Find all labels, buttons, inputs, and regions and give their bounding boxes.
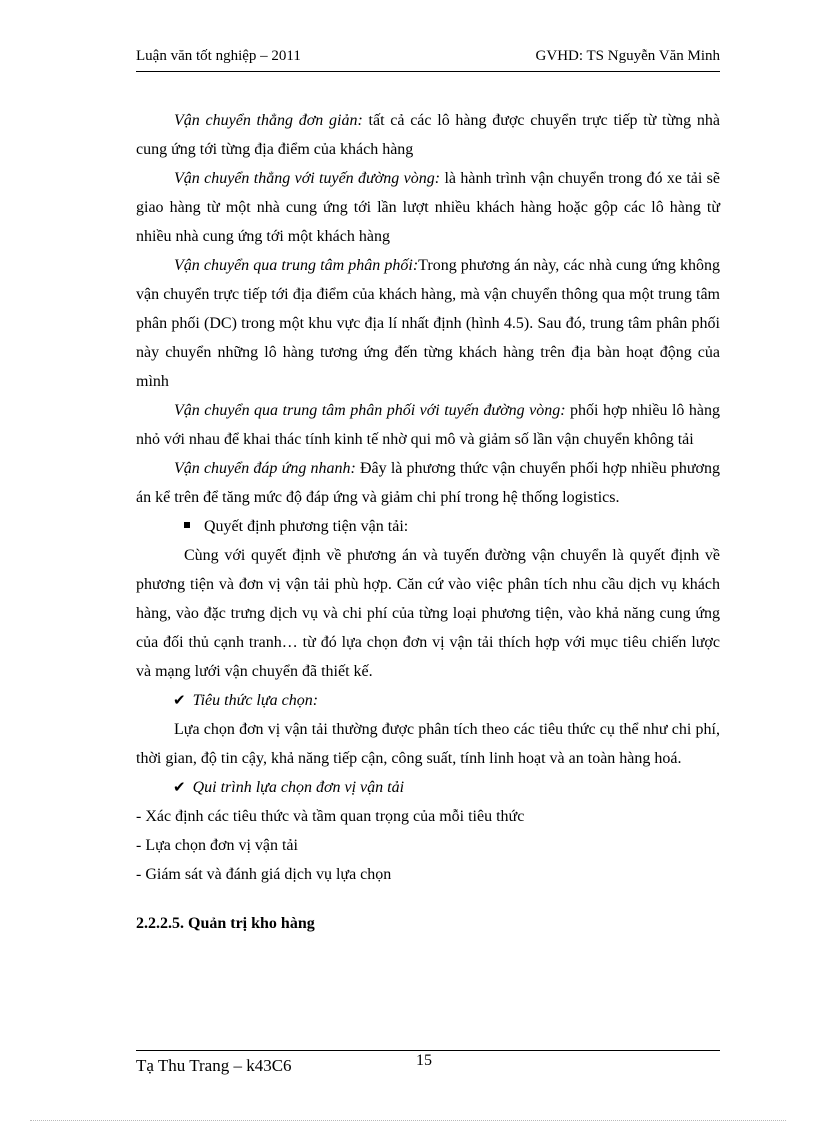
paragraph-dc-milk-run — [136, 396, 720, 454]
bullet-item — [136, 512, 720, 541]
paragraph-milk-run — [136, 164, 720, 251]
page-header — [136, 48, 720, 70]
paragraph-quick-response — [136, 454, 720, 512]
footer-divider — [136, 1050, 720, 1051]
section-heading: 2.2.2.5. Quản trị kho hàng — [136, 915, 315, 932]
square-bullet-icon — [184, 522, 190, 528]
header-supervisor: GVHD: TS Nguyễn Văn Minh — [535, 48, 720, 64]
dash-item: - Xác định các tiêu thức và tầm quan trọng của mỗi tiêu thức — [136, 808, 525, 825]
page-body — [136, 106, 720, 938]
term-quick-response: Vận chuyển đáp ứng nhanh: — [174, 460, 356, 477]
bullet-text: Quyết định phương tiện vận tải: — [204, 518, 409, 535]
dash-item: - Giám sát và đánh giá dịch vụ lựa chọn — [136, 866, 392, 883]
paragraph-vehicle-decision: Cùng với quyết định về phương án và tuyến đường vận chuyển là quyết định về phương tiện và đơn vị vận tải phù hợp. Căn cứ vào việc phân tích nhu cầu dịch vụ khách hàng, vào đặc trưng dịch vụ và chi phí của từng loại phương tiện, vào khả năng cung ứng của đối thủ cạnh tranh… từ đó lựa chọn đơn vị vận tải thích hợp với mục tiêu chiến lược và mạng lưới vận chuyển đã thiết kế. — [136, 547, 720, 680]
paragraph-text: Đây là phương thức vận chuyển phối hợp nhiều phương án kể trên để tăng mức độ đáp ứng và giảm chi phí trong hệ thống logistics. — [136, 460, 720, 506]
header-divider — [136, 71, 720, 72]
paragraph-dc-shipping — [136, 251, 720, 396]
checkmark-icon: ✔ — [173, 778, 186, 796]
page-number: 15 — [416, 1052, 432, 1069]
dash-item: - Lựa chọn đơn vị vận tải — [136, 837, 298, 854]
term-dc-milk-run: Vận chuyển qua trung tâm phân phối với tuyến đường vòng: — [174, 402, 566, 419]
paragraph-text: Trong phương án này, các nhà cung ứng không vận chuyển trực tiếp tới địa điểm của khách hàng, mà vận chuyển thông qua một trung tâm phân phối (DC) trong một khu vực địa lí nhất định (hình 4.5). Sau đó, trung tâm phân phối này chuyển những lô hàng tương ứng đến từng khách hàng trên địa bàn hoạt động của mình — [136, 257, 721, 390]
paragraph-text: là hành trình vận chuyển trong đó xe tải sẽ giao hàng từ một nhà cung ứng tới lần lượt nhiều khách hàng hoặc gộp các lô hàng từ nhiều nhà cung ứng tới một khách hàng — [136, 170, 721, 245]
term-direct-shipping: Vận chuyển thẳng đơn giản: — [174, 112, 363, 129]
check-text: Tiêu thức lựa chọn: — [192, 692, 319, 709]
paragraph-criteria: Lựa chọn đơn vị vận tải thường được phân tích theo các tiêu thức cụ thể như chi phí, thời gian, độ tin cậy, khả năng tiếp cận, công suất, tính linh hoạt và an toàn hàng hoá. — [136, 721, 720, 767]
paragraph-text: tất cả các lô hàng được chuyển trực tiếp từ từng nhà cung ứng tới từng địa điểm của khách hàng — [136, 112, 721, 158]
paragraph-direct-shipping — [136, 106, 720, 164]
check-item-process — [136, 773, 720, 802]
header-thesis-title: Luận văn tốt nghiệp – 2011 — [136, 48, 301, 64]
check-text: Qui trình lựa chọn đơn vị vận tải — [192, 779, 405, 796]
footer-author: Tạ Thu Trang – k43C6 — [136, 1056, 292, 1075]
term-milk-run: Vận chuyển thẳng với tuyến đường vòng: — [174, 170, 441, 187]
term-dc-shipping: Vận chuyển qua trung tâm phân phối: — [174, 257, 419, 274]
check-item-criteria — [136, 686, 720, 715]
page-bottom-border — [30, 1120, 786, 1121]
paragraph-text: phối hợp nhiều lô hàng nhỏ với nhau để khai thác tính kinh tế nhờ qui mô và giảm số lần vận chuyển không tải — [136, 402, 721, 448]
checkmark-icon: ✔ — [173, 691, 186, 709]
